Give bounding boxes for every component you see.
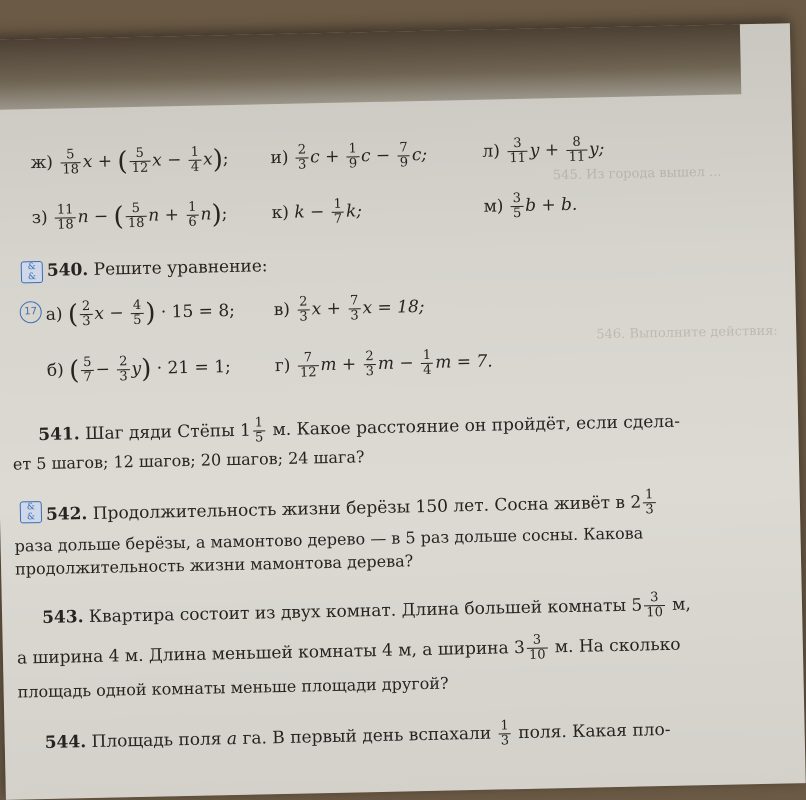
exercise-544-line1: 544. Площадь поля a га. В первый день вспахали $\frac{1}{3}$ поля. Какая пло- — [44, 718, 671, 754]
equation-v: в) $\frac{2}{3}$ x + $\frac{7}{3}$ x = 18; — [273, 293, 425, 325]
exercise-540-title: 540. Решите уравнение: — [46, 256, 268, 281]
row-m: м) $\frac{3}{5}$ b + b. — [483, 190, 578, 222]
page-top-shadow — [0, 24, 741, 110]
exercise-543-line3: площадь одной комнаты меньше площади другой? — [17, 673, 449, 702]
group-work-icon: & & — [20, 501, 42, 523]
exercise-543-line1: 543. Квартира состоит из двух комнат. Длина большей комнаты 5 $\frac{3}{10}$ м, — [41, 590, 691, 629]
exercise-542-line2: раза дольше берёзы, а мамонтово дерево — в 5 раз дольше сосны. Какова — [14, 523, 644, 556]
group-work-icon: & & — [21, 261, 43, 283]
exercise-542-line3: продолжительность жизни мамонтова дерева? — [14, 551, 414, 579]
row-zh: ж) $\frac{5}{18}$ x + ( $\frac{5}{12}$ x − $\frac{1}{4}$ x); — [30, 144, 229, 178]
exercise-541-line1: 541. Шаг дяди Стёпы 1 $\frac{1}{5}$ м. Какое расстояние он пройдёт, если сдела- — [38, 411, 681, 446]
row-z: з) $\frac{11}{18}$ n − ( $\frac{5}{18}$ n + $\frac{1}{6}$ n); — [31, 199, 228, 233]
exercise-543-line2: а ширина 4 м. Длина меньшей комнаты 4 м, а ширина 3 $\frac{3}{10}$ м. На сколько — [16, 632, 681, 669]
bleed-text: 545. Из города вышел ... — [552, 164, 722, 184]
equation-b: б) ( $\frac{5}{7}$ − $\frac{2}{3}$ y) · 21 = 1; — [46, 354, 231, 386]
difficulty-badge-icon: 17 — [19, 301, 41, 323]
textbook-page — [0, 23, 806, 800]
row-i: и) $\frac{2}{3}$ c + $\frac{1}{9}$ c − $\frac{7}{9}$ c; — [270, 140, 428, 173]
exercise-541-line2: ет 5 шагов; 12 шагов; 20 шагов; 24 шага? — [12, 447, 365, 474]
row-k: к) k − $\frac{1}{7}$ k; — [271, 196, 363, 227]
row-l: л) $\frac{3}{11}$ y + $\frac{8}{11}$ y; — [482, 134, 605, 167]
equation-g: г) $\frac{7}{12}$ m + $\frac{2}{3}$ m − $\frac{1}{4}$ m = 7. — [274, 347, 493, 381]
equation-a: а) ( $\frac{2}{3}$ x − $\frac{4}{5}$ ) · 15 = 8; — [45, 297, 236, 330]
bleed-text: 546. Выполните действия: — [596, 323, 778, 343]
exercise-542-line1: 542. Продолжительность жизни берёзы 150 лет. Сосна живёт в 2 $\frac{1}{3}$ — [45, 487, 654, 525]
